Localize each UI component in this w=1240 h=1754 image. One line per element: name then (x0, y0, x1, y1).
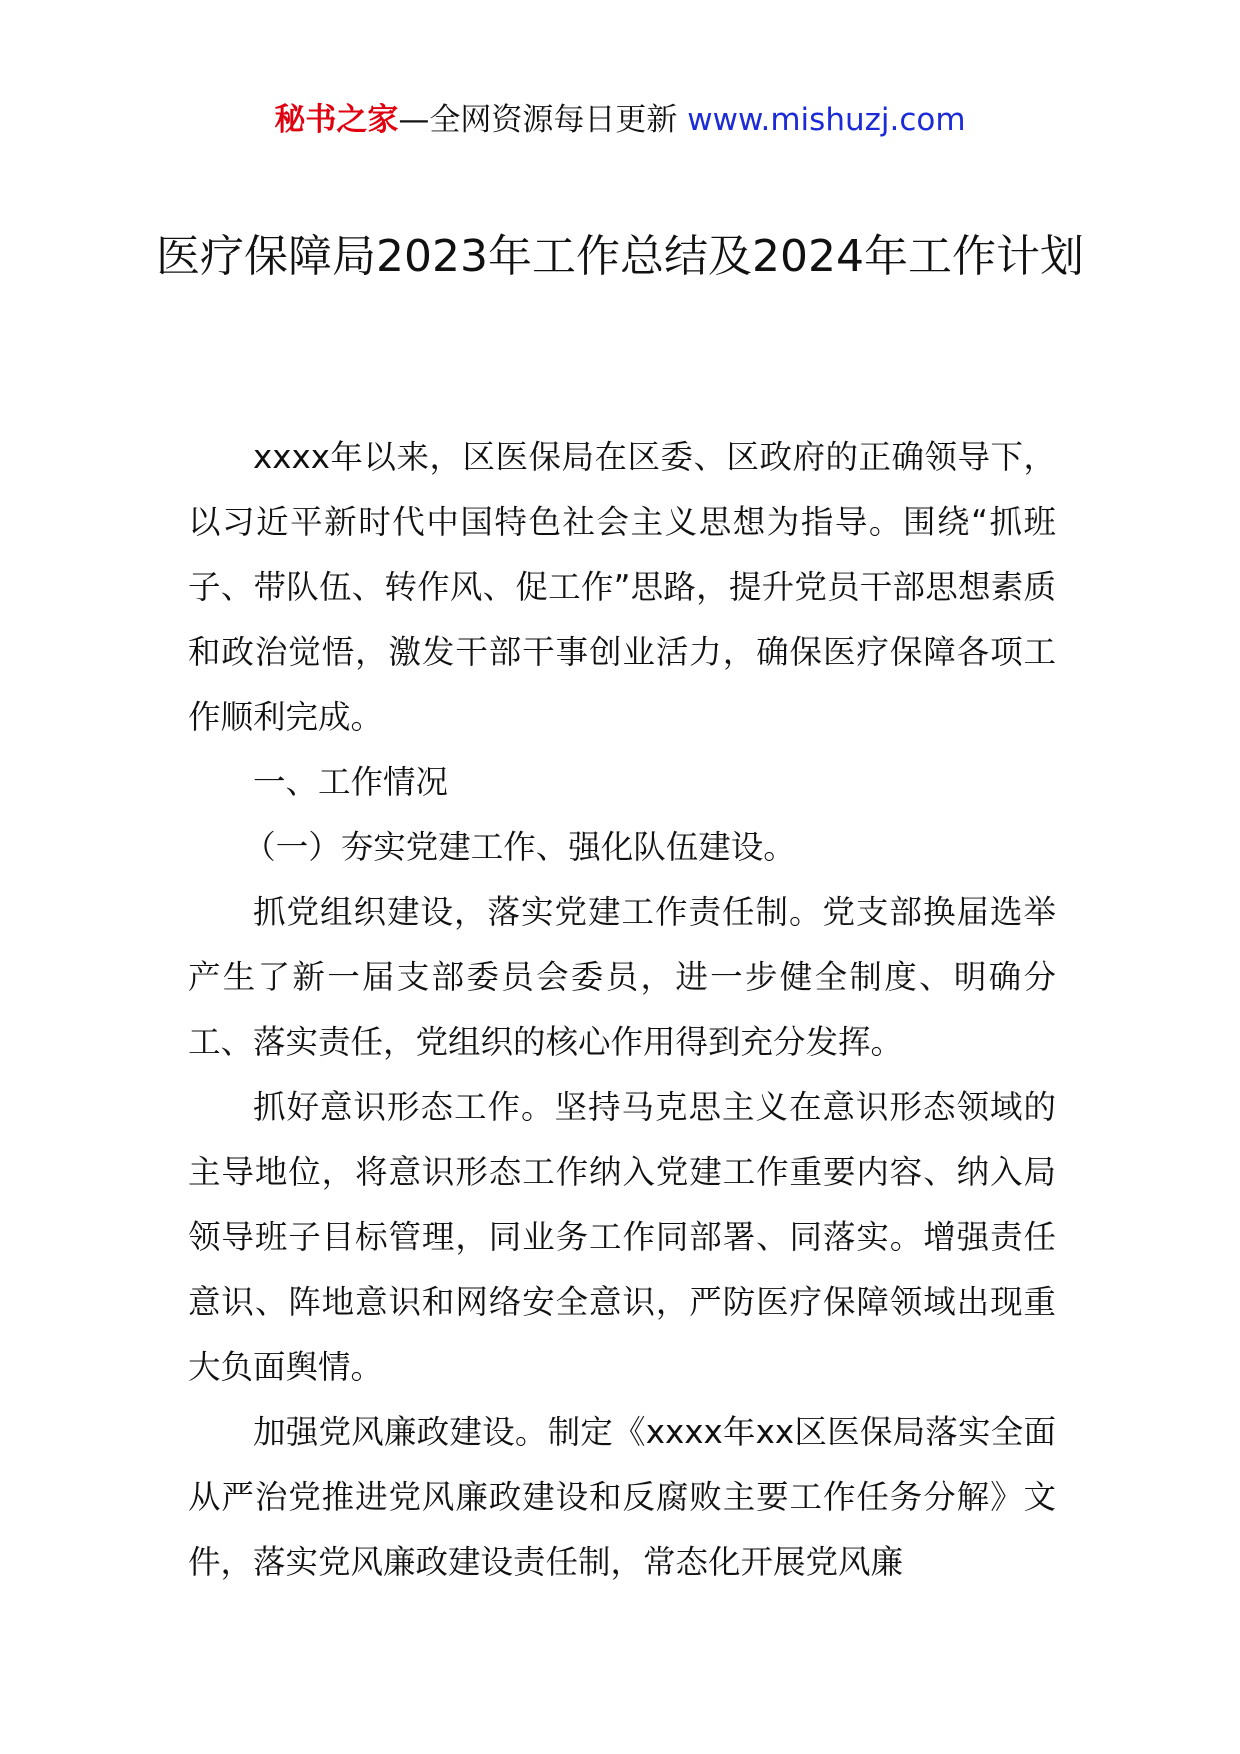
site-url[interactable]: www.mishuzj.com (687, 102, 966, 138)
body-paragraph: 抓好意识形态工作。坚持马克思主义在意识形态领域的主导地位，将意识形态工作纳入党建工作重要内容、纳入局领导班子目标管理，同业务工作同部署、同落实。增强责任意识、阵地意识和网络安全意识，严防医疗保障领域出现重大负面舆情。 (188, 1088, 1056, 1386)
section-heading: 一、工作情况 (253, 763, 449, 801)
document-title: 医疗保障局2023年工作总结及2024年工作计划 (156, 231, 1084, 282)
subsection-heading: （一）夯实党建工作、强化队伍建设。 (243, 828, 796, 866)
document-body (188, 425, 1056, 1595)
body-paragraph: 加强党风廉政建设。制定《xxxx年xx区医保局落实全面从严治党推进党风廉政建设和反腐败主要工作任务分解》文件，落实党风廉政建设责任制，常态化开展党风廉 (188, 1413, 1056, 1581)
site-slogan: —全网资源每日更新 (398, 102, 678, 138)
brand-name: 秘书之家 (274, 102, 399, 138)
site-header (0, 100, 1240, 140)
intro-paragraph: xxxx年以来，区医保局在区委、区政府的正确领导下，以习近平新时代中国特色社会主义思想为指导。围绕“抓班子、带队伍、转作风、促工作”思路，提升党员干部思想素质和政治觉悟，激发干部干事创业活力，确保医疗保障各项工作顺利完成。 (188, 438, 1056, 736)
body-paragraph: 抓党组织建设，落实党建工作责任制。党支部换届选举产生了新一届支部委员会委员，进一步健全制度、明确分工、落实责任，党组织的核心作用得到充分发挥。 (188, 893, 1056, 1061)
